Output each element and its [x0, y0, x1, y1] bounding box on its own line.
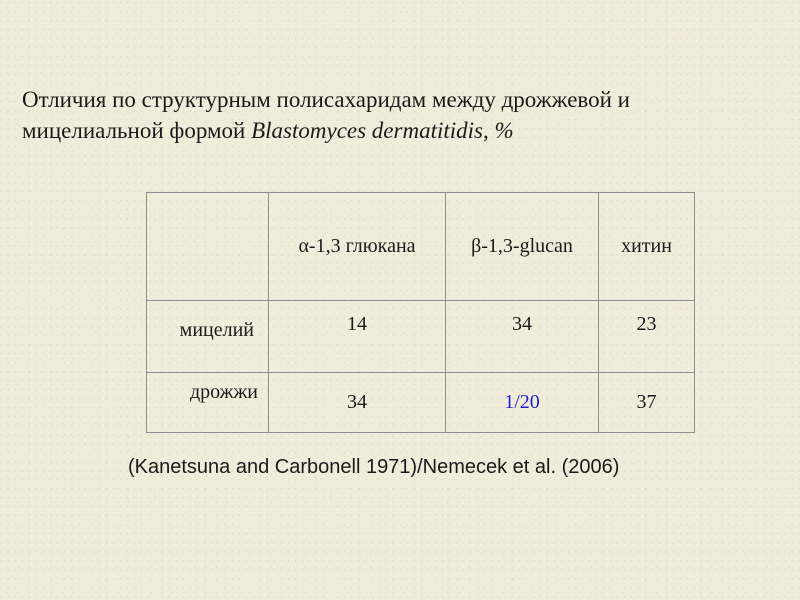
polysaccharide-table	[146, 192, 695, 433]
title-line-1: Отличия по структурным полисахаридам между дрожжевой и	[22, 87, 630, 112]
title-species-name: Blastomyces dermatitidis, %	[251, 118, 514, 143]
citation: (Kanetsuna and Carbonell 1971)/Nemecek et al. (2006)	[128, 456, 620, 478]
title-line-2: мицелиальной формой	[22, 118, 252, 143]
table-cell: 14	[269, 301, 446, 373]
table-cell-highlighted: 1/20	[446, 373, 599, 433]
table-row	[147, 373, 695, 433]
table-header-chitin: хитин	[599, 193, 695, 301]
slide-title	[22, 84, 782, 146]
table-cell: 37	[599, 373, 695, 433]
table-header-alpha-glucan: α-1,3 глюкана	[269, 193, 446, 301]
row-label-cell	[147, 373, 269, 433]
table-cell: 34	[446, 301, 599, 373]
row-label-yeast: дрожжи	[189, 381, 258, 403]
row-label-mycelium: мицелий	[179, 319, 254, 341]
table-row	[147, 301, 695, 373]
table-cell: 23	[599, 301, 695, 373]
table-cell: 34	[269, 373, 446, 433]
table-header-row	[147, 193, 695, 301]
table-header-beta-glucan: β-1,3-glucan	[446, 193, 599, 301]
table-header-corner	[147, 193, 269, 301]
row-label-cell	[147, 301, 269, 373]
